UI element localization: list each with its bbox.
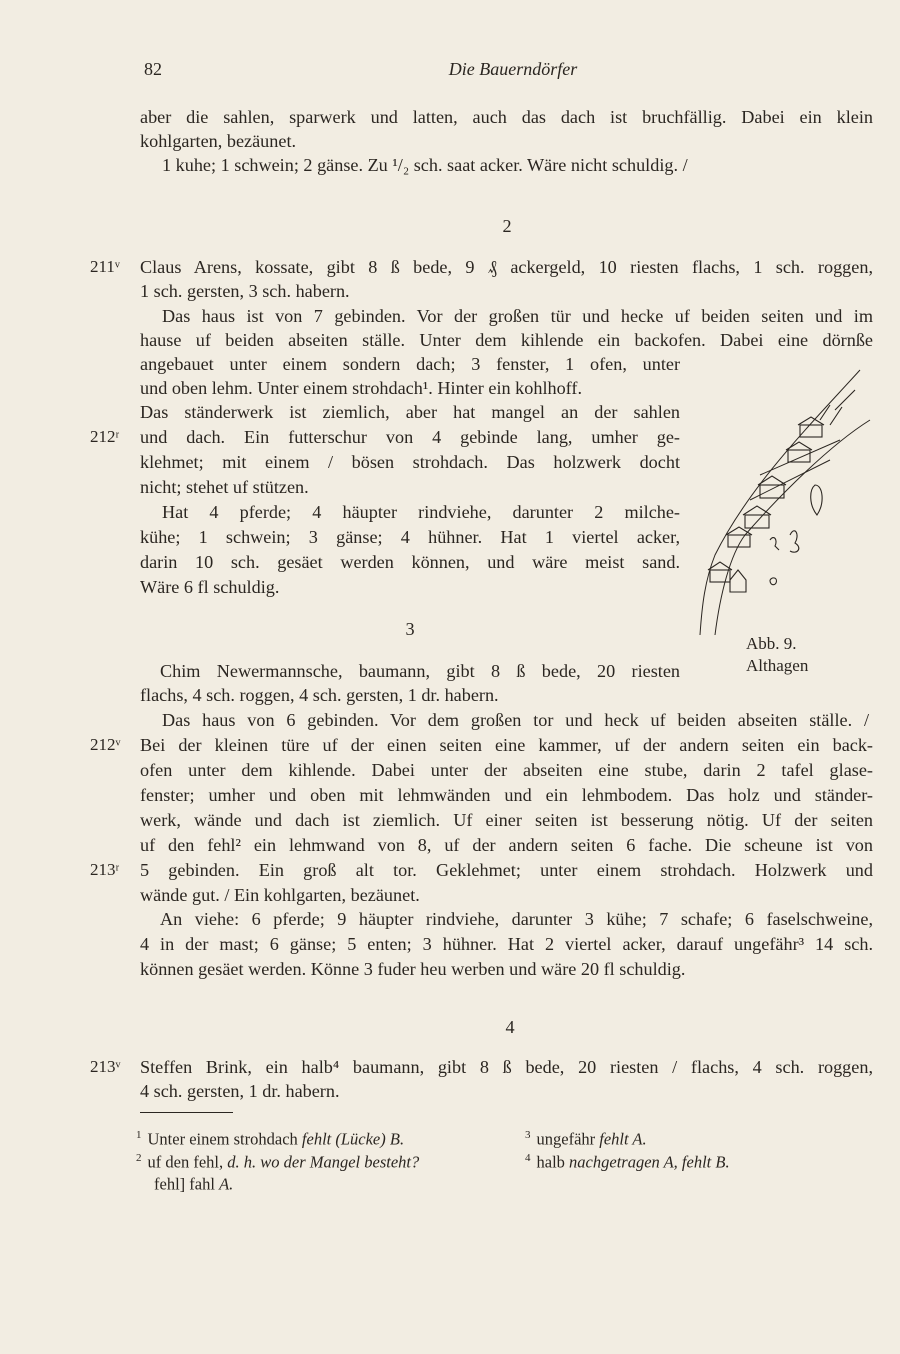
body-line: fenster; umher und oben mit lehmwänden und ein lehmbodem. Das holz und ständer- [140,785,873,805]
body-line: 1 sch. gersten, 3 sch. habern. [140,281,350,301]
folio-margin-note: 212ᵛ [90,735,121,754]
footnote-text: halb [536,1152,565,1172]
footnote [148,1169,233,1196]
footnote-italic: fehlt (Lücke) B. [301,1129,405,1149]
page-number: 82 [144,59,162,79]
footnote-text: uf den fehl, [147,1152,224,1172]
body-line: Wäre 6 fl schuldig. [140,577,280,597]
body-line: 4 sch. gersten, 1 dr. habern. [140,1081,340,1101]
footnote-text: Unter einem strohdach [147,1129,298,1149]
body-line: 4 in der mast; 6 gänse; 5 enten; 3 hühner. Hat 2 viertel acker, darauf ungefähr³ 14 sch. [140,934,873,954]
body-line: kühe; 1 schwein; 3 gänse; 4 hühner. Hat 1 viertel acker, [140,527,680,547]
footnote-rule [140,1112,233,1113]
section-number: 4 [505,1017,515,1037]
footnote-italic: nachgetragen A, fehlt B. [569,1152,730,1172]
body-line: Bei der kleinen türe uf der einen seiten eine kammer, uf der andern seiten ein back- [140,735,873,755]
footnote-mark: 3 [525,1129,531,1141]
footnote-italic: A. [219,1174,234,1194]
body-line: Das haus von 6 gebinden. Vor dem großen tor und heck uf beiden abseiten ställe. / [162,710,869,730]
road-line [760,440,840,475]
body-line: uf den fehl² ein lehmwand von 8, uf der andern seiten 6 fache. Die scheune ist von [140,835,873,855]
body-line: 5 gebinden. Ein groß alt tor. Geklehmet; unter einem strohdach. Holzwerk und [140,860,873,880]
body-line: werk, wände und dach ist ziemlich. Uf einer seiten ist besserung nötig. Uf der seiten [140,810,873,830]
body-line: Das ständerwerk ist ziemlich, aber hat mangel an der sahlen [140,402,680,422]
village-sketch-figure [690,365,880,640]
footnote-italic: fehlt A. [599,1129,647,1149]
footnote-italic: d. h. wo der Mangel besteht? [227,1152,420,1172]
body-line: nicht; stehet uf stützen. [140,477,309,497]
figure-caption: Althagen [746,656,809,675]
body-line: können gesäet werden. Könne 3 fuder heu werben und wäre 20 fl schuldig. [140,959,686,979]
body-line: Chim Newermannsche, baumann, gibt 8 ß bede, 20 riesten [160,661,680,681]
folio-margin-note: 213ʳ [90,860,120,879]
body-line: 1 kuhe; 1 schwein; 2 gänse. Zu ¹/₂ sch. saat acker. Wäre nicht schuldig. / [162,155,688,175]
figure-label: Abb. 9. [746,634,797,653]
body-line: Das haus ist von 7 gebinden. Vor der großen tür und hecke uf beiden seiten und im [162,306,873,326]
body-line: und dach. Ein futterschur von 4 gebinde lang, umher ge- [140,427,680,447]
road-line [750,460,830,500]
body-line: kohlgarten, bezäunet. [140,131,297,151]
body-line: Hat 4 pferde; 4 häupter rindviehe, darunter 2 milche- [162,502,680,522]
footnote-text: fehl] fahl [154,1174,215,1194]
body-line: Steffen Brink, ein halb⁴ baumann, gibt 8 ß bede, 20 riesten / flachs, 4 sch. roggen, [140,1057,873,1077]
body-line: Claus Arens, kossate, gibt 8 ß bede, 9 ₰ ackergeld, 10 riesten flachs, 1 sch. roggen, [140,257,873,277]
folio-margin-note: 211ᵛ [90,257,120,276]
footnote-mark: 4 [525,1152,531,1164]
body-line: klehmet; mit einem / bösen strohdach. Das holzwerk docht [140,452,680,472]
body-line: aber die sahlen, sparwerk und latten, auch das dach ist bruchfällig. Dabei ein klein [140,107,873,127]
section-number: 3 [405,619,415,639]
footnote [525,1147,730,1174]
body-line: hause uf beiden abseiten ställe. Unter dem kihlende ein backofen. Dabei eine dörnße [140,330,873,350]
house-icons [708,390,855,592]
footnote-text: ungefähr [536,1129,596,1149]
body-line: ofen unter dem kihlende. Dabei unter der abseiten eine stube, darin 2 tafel glase- [140,760,873,780]
folio-margin-note: 213ᵛ [90,1057,121,1076]
body-line: An viehe: 6 pferde; 9 häupter rindviehe, darunter 3 kühe; 7 schafe; 6 faselschweine, [160,909,873,929]
footnote-mark: 1 [136,1129,142,1141]
running-title: Die Bauerndörfer [448,59,578,79]
section-number: 2 [502,216,512,236]
body-line: wände gut. / Ein kohlgarten, bezäunet. [140,885,420,905]
body-line: darin 10 sch. gesäet werden können, und wäre meist sand. [140,552,680,572]
body-line: und oben lehm. Unter einem strohdach¹. Hinter ein kohlhoff. [140,378,583,398]
folio-margin-note: 212ʳ [90,427,120,446]
body-line: angebauet unter einem sondern dach; 3 fenster, 1 ofen, unter [140,354,680,374]
footnote-mark: 2 [136,1152,142,1164]
body-line: flachs, 4 sch. roggen, 4 sch. gersten, 1 dr. habern. [140,685,499,705]
